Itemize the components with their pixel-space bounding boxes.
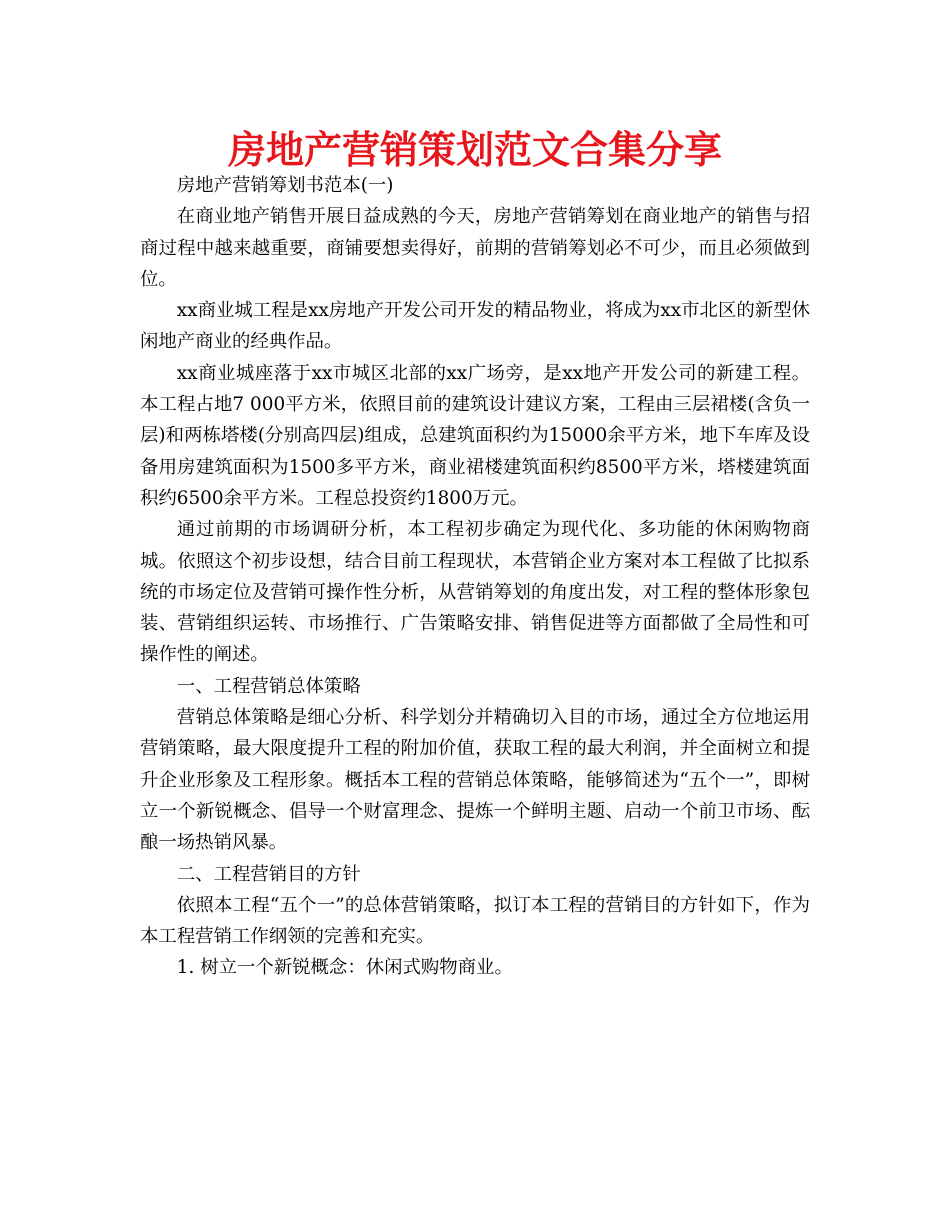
body-paragraph: 依照本工程“五个一”的总体营销策略，拟订本工程的营销目的方针如下，作为本工程营销工作纲领的完善和充实。 (140, 894, 810, 948)
list-item: 1. 树立一个新锐概念：休闲式购物商业。 (176, 957, 513, 979)
document-body (140, 170, 810, 984)
subtitle-paragraph: 房地产营销筹划书范本(一) (176, 175, 394, 196)
section-heading: 二、工程营销目的方针 (176, 863, 361, 885)
body-paragraph: 通过前期的市场调研分析，本工程初步确定为现代化、多功能的休闲购物商城。依照这个初步设想，结合目前工程现状，本营销企业方案对本工程做了比拟系统的市场定位及营销可操作性分析，从营销筹划的角度出发，对工程的整体形象包装、营销组织运转、市场推行、广告策略安排、销售促进等方面都做了全局性和可操作性的阐述。 (140, 519, 810, 666)
body-paragraph: xx商业城座落于xx市城区北部的xx广场旁，是xx地产开发公司的新建工程。本工程占地7 000平方米，依照目前的建筑设计建议方案，工程由三层裙楼(含负一层)和两栋塔楼(分别高四层)组成，总建筑面积约为15000余平方米，地下车库及设备用房建筑面积为1500多平方米，商业裙楼建筑面积约8500平方米，塔楼建筑面积约6500余平方米。工程总投资约1800万元。 (140, 362, 810, 509)
body-paragraph: xx商业城工程是xx房地产开发公司开发的精品物业，将成为xx市北区的新型休闲地产商业的经典作品。 (140, 300, 810, 353)
body-paragraph: 营销总体策略是细心分析、科学划分并精确切入目的市场，通过全方位地运用营销策略，最大限度提升工程的附加价值，获取工程的最大利润，并全面树立和提升企业形象及工程形象。概括本工程的营销总体策略，能够简述为“五个一”，即树立一个新锐概念、倡导一个财富理念、提炼一个鲜明主题、启动一个前卫市场、酝酿一场热销风暴。 (140, 707, 810, 854)
document-title: 房地产营销策划范文合集分享 (227, 127, 722, 172)
section-heading: 一、工程营销总体策略 (176, 675, 361, 697)
body-paragraph: 在商业地产销售开展日益成熟的今天，房地产营销筹划在商业地产的销售与招商过程中越来越重要，商铺要想卖得好，前期的营销筹划必不可少，而且必须做到位。 (140, 206, 810, 290)
